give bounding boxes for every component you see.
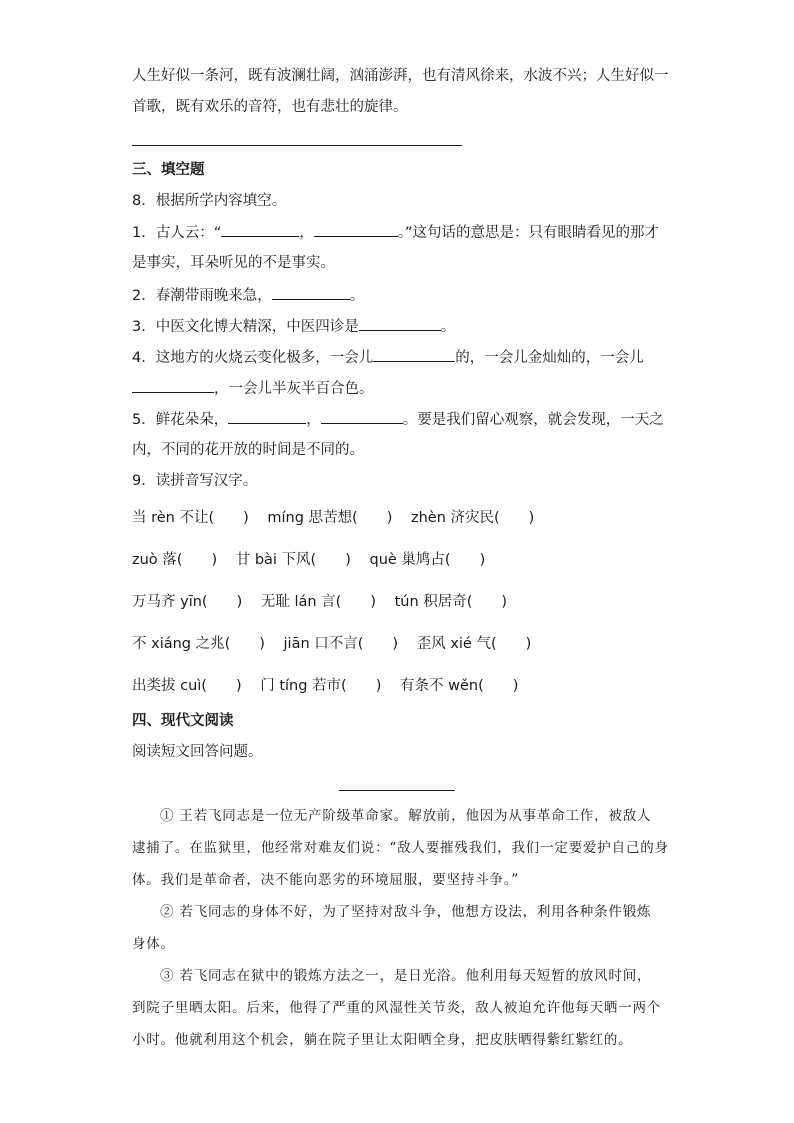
fill-item-4-text-b: 的，一会儿金灿灿的，一会儿 — [455, 350, 644, 366]
pinyin-item[interactable]: 出类拔 cuì( ) — [132, 678, 242, 694]
pinyin-row-5 — [132, 676, 532, 696]
fill-item-2 — [132, 285, 364, 306]
pinyin-item[interactable]: 万马齐 yīn( ) — [132, 594, 243, 610]
pinyin-item[interactable]: 有条不 wěn( ) — [399, 678, 519, 694]
fill-item-3-text-b: 。 — [440, 319, 456, 335]
fill-item-3-text-a: 3．中医文化博大精深，中医四诊是 — [132, 319, 359, 335]
pinyin-item[interactable]: tún 积居奇( ) — [394, 594, 508, 610]
passage-p1-line-3: 体。我们是革命者，决不能向恶劣的环境屈服，要坚持斗争。” — [132, 872, 520, 888]
passage-p1-line-1: ① 王若飞同志是一位无产阶级革命家。解放前，他因为从事革命工作，被敌人 — [160, 808, 652, 824]
fill-item-5-cont: 内，不同的花开放的时间是不同的。 — [132, 442, 364, 458]
fill-item-1-text-a: 1．古人云：“ — [132, 225, 222, 241]
pinyin-item[interactable]: 当 rèn 不让( ) — [132, 510, 249, 526]
passage-p2-line-1: ② 若飞同志的身体不好，为了坚持对敌斗争，他想方设法，利用各种条件锻炼 — [160, 904, 652, 920]
question-8: 8．根据所学内容填空。 — [132, 193, 287, 209]
pinyin-item[interactable]: jiān 口不言( ) — [283, 636, 399, 652]
passage-p1-line-2: 逮捕了。在监狱里，他经常对难友们说：“敌人要摧残我们，我们一定要爱护自己的身 — [132, 840, 669, 856]
pinyin-row-4 — [132, 634, 545, 654]
answer-line[interactable] — [132, 145, 462, 146]
fill-blank[interactable] — [321, 409, 403, 424]
pinyin-item[interactable]: zuò 落( ) — [132, 552, 218, 568]
pinyin-item[interactable]: 无耻 lán 言( ) — [260, 594, 376, 610]
section-4-title: 四、现代文阅读 — [132, 713, 234, 729]
fill-blank[interactable] — [373, 347, 455, 362]
fill-blank[interactable] — [132, 378, 214, 393]
pinyin-item[interactable]: míng 思苦想( ) — [267, 510, 393, 526]
section-3-title: 三、填空题 — [132, 162, 205, 178]
pinyin-item[interactable]: 歪风 xié 气( ) — [416, 636, 532, 652]
passage-p3-line-3: 小时。他就利用这个机会，躺在院子里让太阳晒全身，把皮肤晒得紫红紫红的。 — [132, 1032, 633, 1048]
pinyin-item[interactable]: 门 tíng 若市( ) — [260, 678, 382, 694]
title-blank-line[interactable] — [339, 790, 455, 791]
passage-p3-line-1: ③ 若飞同志在狱中的锻炼方法之一，是日光浴。他利用每天短暂的放风时间， — [160, 968, 652, 984]
fill-blank[interactable] — [272, 285, 350, 300]
passage-p2-line-2: 身体。 — [132, 936, 175, 952]
intro-line-1: 人生好似一条河，既有波澜壮阔，汹涌澎湃，也有清风徐来，水波不兴；人生好似一 — [132, 68, 669, 84]
question-9: 9．读拼音写汉字。 — [132, 473, 258, 489]
fill-item-2-text-b: 。 — [349, 288, 365, 304]
passage — [132, 800, 669, 1056]
fill-item-1-cont: 是事实，耳朵听见的不是事实。 — [132, 255, 335, 271]
fill-item-5-text-c: 。要是我们留心观察，就会发现，一天之 — [402, 412, 664, 428]
pinyin-item[interactable]: 甘 bài 下风( ) — [235, 552, 351, 568]
fill-item-1-text-c: 。”这句话的意思是：只有眼睛看见的那才 — [397, 225, 660, 241]
intro-line-2: 首歌，既有欢乐的音符，也有悲壮的旋律。 — [132, 99, 408, 115]
fill-item-1-text-b: ， — [299, 225, 314, 241]
pinyin-item[interactable]: zhèn 济灾民( ) — [411, 510, 535, 526]
reading-instruction: 阅读短文回答问题。 — [132, 744, 263, 760]
fill-blank[interactable] — [221, 222, 299, 237]
fill-item-1 — [132, 222, 659, 243]
fill-item-5-text-b: ， — [306, 412, 321, 428]
pinyin-row-2 — [132, 550, 499, 570]
fill-item-4-text-c: ，一会儿半灰半百合色。 — [214, 381, 374, 397]
fill-item-2-text-a: 2．春潮带雨晚来急， — [132, 288, 272, 304]
pinyin-item[interactable]: què 巢鸠占( ) — [369, 552, 486, 568]
fill-item-4-cont — [132, 378, 374, 399]
pinyin-item[interactable]: 不 xiáng 之兆( ) — [132, 636, 265, 652]
fill-item-3 — [132, 316, 455, 337]
fill-item-5-text-a: 5．鲜花朵朵， — [132, 412, 229, 428]
passage-p3-line-2: 到院子里晒太阳。后来，他得了严重的风湿性关节炎，敌人被迫允许他每天晒一两个 — [132, 1000, 662, 1016]
fill-blank[interactable] — [314, 222, 398, 237]
fill-blank[interactable] — [359, 316, 441, 331]
pinyin-row-3 — [132, 592, 521, 612]
fill-item-4 — [132, 347, 644, 368]
fill-blank[interactable] — [228, 409, 306, 424]
fill-item-4-text-a: 4．这地方的火烧云变化极多，一会儿 — [132, 350, 374, 366]
fill-item-5 — [132, 409, 664, 430]
pinyin-row-1 — [132, 508, 548, 528]
